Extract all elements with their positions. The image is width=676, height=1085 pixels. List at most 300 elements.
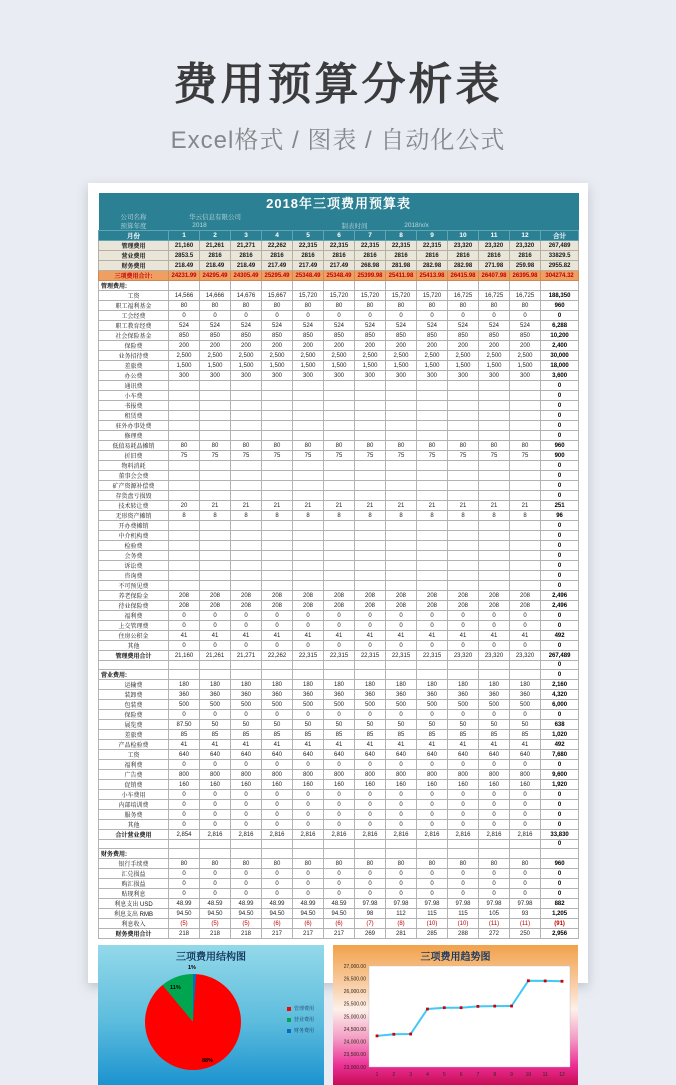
value-cell: 850 bbox=[200, 331, 231, 341]
value-cell: 75 bbox=[169, 451, 200, 461]
expense-row bbox=[99, 371, 579, 381]
value-cell bbox=[355, 421, 386, 431]
total-cell: 882 bbox=[541, 899, 579, 909]
value-cell bbox=[231, 531, 262, 541]
value-cell bbox=[169, 551, 200, 561]
value-cell: 0 bbox=[479, 889, 510, 899]
x-tick-label: 8 bbox=[493, 1072, 497, 1079]
value-cell: 75 bbox=[417, 451, 448, 461]
value-cell bbox=[293, 391, 324, 401]
value-cell bbox=[169, 381, 200, 391]
value-cell bbox=[293, 491, 324, 501]
value-cell bbox=[417, 561, 448, 571]
value-cell: 41 bbox=[386, 740, 417, 750]
value-cell: 50 bbox=[293, 720, 324, 730]
value-cell: 0 bbox=[262, 710, 293, 720]
value-cell: 41 bbox=[479, 631, 510, 641]
value-cell: 26415.98 bbox=[448, 271, 479, 281]
value-cell: 80 bbox=[510, 441, 541, 451]
value-cell: 8 bbox=[200, 511, 231, 521]
x-tick-label: 7 bbox=[476, 1072, 480, 1079]
value-cell: 25295.49 bbox=[262, 271, 293, 281]
expense-row bbox=[99, 441, 579, 451]
value-cell bbox=[510, 491, 541, 501]
row-label: 养老保险金 bbox=[99, 591, 169, 601]
value-cell: 80 bbox=[355, 441, 386, 451]
value-cell: 85 bbox=[169, 730, 200, 740]
value-cell: 94.50 bbox=[200, 909, 231, 919]
value-cell bbox=[262, 670, 293, 680]
row-label: 内部培训费 bbox=[99, 800, 169, 810]
value-cell bbox=[169, 521, 200, 531]
value-cell: 0 bbox=[510, 311, 541, 321]
value-cell: 640 bbox=[417, 750, 448, 760]
value-cell: 0 bbox=[324, 760, 355, 770]
value-cell: 1,500 bbox=[510, 361, 541, 371]
value-cell: 22,315 bbox=[355, 241, 386, 251]
value-cell bbox=[417, 670, 448, 680]
row-label: 驻外办事处费 bbox=[99, 421, 169, 431]
value-cell bbox=[262, 581, 293, 591]
value-cell bbox=[510, 381, 541, 391]
value-cell: 208 bbox=[324, 591, 355, 601]
line-chart-panel bbox=[333, 945, 578, 1085]
value-cell: 180 bbox=[262, 680, 293, 690]
value-cell: 94.50 bbox=[231, 909, 262, 919]
value-cell bbox=[293, 581, 324, 591]
value-cell: 0 bbox=[293, 869, 324, 879]
value-cell: 640 bbox=[200, 750, 231, 760]
value-cell bbox=[324, 849, 355, 859]
value-cell bbox=[169, 461, 200, 471]
value-cell bbox=[448, 411, 479, 421]
value-cell: 0 bbox=[510, 611, 541, 621]
value-cell bbox=[169, 481, 200, 491]
value-cell bbox=[324, 471, 355, 481]
x-tick-label: 5 bbox=[442, 1072, 446, 1079]
value-cell bbox=[479, 541, 510, 551]
value-cell: 2,500 bbox=[169, 351, 200, 361]
value-cell: (10) bbox=[448, 919, 479, 929]
value-cell: 160 bbox=[293, 780, 324, 790]
line-chart-title: 三项费用趋势图 bbox=[420, 952, 491, 964]
row-label: 保险费 bbox=[99, 341, 169, 351]
value-cell bbox=[448, 849, 479, 859]
section-header-row bbox=[99, 281, 579, 291]
value-cell: (5) bbox=[231, 919, 262, 929]
value-cell: 0 bbox=[355, 879, 386, 889]
value-cell: 97.98 bbox=[417, 899, 448, 909]
row-label: 不可预见费 bbox=[99, 581, 169, 591]
value-cell: 800 bbox=[324, 770, 355, 780]
value-cell bbox=[324, 461, 355, 471]
value-cell: 524 bbox=[169, 321, 200, 331]
value-cell bbox=[200, 840, 231, 849]
value-cell: 0 bbox=[262, 311, 293, 321]
value-cell bbox=[386, 421, 417, 431]
value-cell: 0 bbox=[293, 311, 324, 321]
value-cell: 2816 bbox=[479, 251, 510, 261]
value-cell: 0 bbox=[448, 641, 479, 651]
value-cell: 0 bbox=[448, 760, 479, 770]
value-cell: 0 bbox=[479, 621, 510, 631]
x-tick-label: 12 bbox=[559, 1072, 565, 1079]
total-cell: 0 bbox=[541, 760, 579, 770]
value-cell: 0 bbox=[448, 810, 479, 820]
value-cell: 75 bbox=[293, 451, 324, 461]
value-cell: 160 bbox=[417, 780, 448, 790]
value-cell: 0 bbox=[479, 879, 510, 889]
value-cell bbox=[355, 431, 386, 441]
value-cell: 85 bbox=[479, 730, 510, 740]
row-label: 检验费 bbox=[99, 541, 169, 551]
total-cell: 2,956 bbox=[541, 929, 579, 939]
value-cell: 0 bbox=[324, 621, 355, 631]
value-cell bbox=[417, 481, 448, 491]
value-cell bbox=[479, 561, 510, 571]
value-cell bbox=[293, 281, 324, 291]
value-cell bbox=[510, 849, 541, 859]
expense-row bbox=[99, 361, 579, 371]
total-cell: 33,830 bbox=[541, 830, 579, 840]
value-cell: 0 bbox=[355, 641, 386, 651]
value-cell: 48.59 bbox=[324, 899, 355, 909]
value-cell bbox=[200, 401, 231, 411]
column-header-cell: 11 bbox=[479, 231, 510, 241]
value-cell bbox=[448, 481, 479, 491]
expense-row bbox=[99, 581, 579, 591]
value-cell bbox=[169, 411, 200, 421]
total-cell: 0 bbox=[541, 790, 579, 800]
value-cell: 115 bbox=[417, 909, 448, 919]
value-cell: (8) bbox=[386, 919, 417, 929]
value-cell: 360 bbox=[355, 690, 386, 700]
value-cell: 360 bbox=[200, 690, 231, 700]
total-cell: 0 bbox=[541, 889, 579, 899]
value-cell: 22,315 bbox=[293, 241, 324, 251]
value-cell: 0 bbox=[262, 869, 293, 879]
value-cell bbox=[169, 581, 200, 591]
value-cell bbox=[386, 561, 417, 571]
value-cell: 0 bbox=[510, 810, 541, 820]
value-cell: 80 bbox=[169, 859, 200, 869]
value-cell: 800 bbox=[510, 770, 541, 780]
column-header-cell: 7 bbox=[355, 231, 386, 241]
value-cell bbox=[355, 521, 386, 531]
value-cell bbox=[448, 281, 479, 291]
value-cell bbox=[479, 461, 510, 471]
summary-row bbox=[99, 251, 579, 261]
value-cell bbox=[293, 531, 324, 541]
total-cell: 0 bbox=[541, 840, 579, 849]
row-label: 促销费 bbox=[99, 780, 169, 790]
value-cell: 15,720 bbox=[355, 291, 386, 301]
value-cell: 0 bbox=[262, 621, 293, 631]
template-preview-card bbox=[88, 183, 588, 1079]
value-cell: 0 bbox=[324, 710, 355, 720]
value-cell: (6) bbox=[262, 919, 293, 929]
value-cell: 80 bbox=[231, 441, 262, 451]
value-cell bbox=[479, 391, 510, 401]
value-cell: 0 bbox=[386, 810, 417, 820]
value-cell: 97.98 bbox=[355, 899, 386, 909]
value-cell bbox=[293, 571, 324, 581]
value-cell bbox=[262, 481, 293, 491]
expense-row bbox=[99, 321, 579, 331]
value-cell bbox=[448, 431, 479, 441]
value-cell bbox=[417, 461, 448, 471]
value-cell: 180 bbox=[169, 680, 200, 690]
row-label: 矿产资源补偿费 bbox=[99, 481, 169, 491]
value-cell bbox=[262, 561, 293, 571]
value-cell bbox=[231, 571, 262, 581]
pie-legend bbox=[287, 1005, 314, 1034]
total-cell: 2,160 bbox=[541, 680, 579, 690]
value-cell: 75 bbox=[355, 451, 386, 461]
value-cell: 50 bbox=[417, 720, 448, 730]
value-cell bbox=[510, 670, 541, 680]
row-label: 展览费 bbox=[99, 720, 169, 730]
value-cell: 200 bbox=[293, 341, 324, 351]
value-cell: 22,315 bbox=[386, 241, 417, 251]
value-cell: 208 bbox=[293, 591, 324, 601]
value-cell: 0 bbox=[293, 800, 324, 810]
value-cell: 0 bbox=[231, 710, 262, 720]
value-cell bbox=[479, 481, 510, 491]
value-cell bbox=[231, 491, 262, 501]
value-cell bbox=[386, 471, 417, 481]
value-cell: 500 bbox=[386, 700, 417, 710]
value-cell bbox=[510, 571, 541, 581]
value-cell: 50 bbox=[386, 720, 417, 730]
value-cell bbox=[448, 571, 479, 581]
value-cell: 0 bbox=[231, 810, 262, 820]
value-cell: 500 bbox=[293, 700, 324, 710]
value-cell: 200 bbox=[355, 341, 386, 351]
legend-swatch bbox=[287, 1018, 291, 1022]
expense-row bbox=[99, 491, 579, 501]
value-cell: 272 bbox=[479, 929, 510, 939]
value-cell bbox=[200, 421, 231, 431]
value-cell bbox=[417, 381, 448, 391]
x-tick-label: 1 bbox=[375, 1072, 379, 1079]
value-cell bbox=[293, 670, 324, 680]
value-cell: 2,816 bbox=[262, 830, 293, 840]
value-cell bbox=[417, 521, 448, 531]
expense-row bbox=[99, 889, 579, 899]
total-cell: 7,680 bbox=[541, 750, 579, 760]
value-cell: 285 bbox=[417, 929, 448, 939]
value-cell: 21,261 bbox=[200, 651, 231, 661]
value-cell: 208 bbox=[262, 601, 293, 611]
value-cell: 0 bbox=[355, 790, 386, 800]
value-cell bbox=[169, 541, 200, 551]
total-cell: 0 bbox=[541, 869, 579, 879]
value-cell: 2853.5 bbox=[169, 251, 200, 261]
expense-row bbox=[99, 301, 579, 311]
value-cell bbox=[448, 521, 479, 531]
value-cell bbox=[386, 551, 417, 561]
value-cell bbox=[200, 471, 231, 481]
value-cell bbox=[200, 281, 231, 291]
expense-row bbox=[99, 351, 579, 361]
value-cell: 2,500 bbox=[355, 351, 386, 361]
value-cell: 2,500 bbox=[479, 351, 510, 361]
value-cell: 160 bbox=[324, 780, 355, 790]
value-cell: 1,500 bbox=[231, 361, 262, 371]
value-cell: 524 bbox=[479, 321, 510, 331]
legend-item bbox=[287, 1005, 314, 1012]
value-cell: 0 bbox=[417, 641, 448, 651]
value-cell bbox=[448, 840, 479, 849]
value-cell: 1,500 bbox=[386, 361, 417, 371]
value-cell: 208 bbox=[231, 591, 262, 601]
total-cell: 18,000 bbox=[541, 361, 579, 371]
value-cell: 0 bbox=[417, 810, 448, 820]
value-cell: 41 bbox=[324, 740, 355, 750]
value-cell: 2816 bbox=[448, 251, 479, 261]
pie-slice-label: 11% bbox=[170, 985, 181, 992]
value-cell: 160 bbox=[169, 780, 200, 790]
value-cell: 0 bbox=[169, 710, 200, 720]
value-cell bbox=[386, 381, 417, 391]
value-cell bbox=[479, 401, 510, 411]
spacer-row bbox=[99, 661, 579, 670]
value-cell bbox=[169, 661, 200, 670]
expense-row bbox=[99, 909, 579, 919]
total-cell: 0 bbox=[541, 411, 579, 421]
expense-row bbox=[99, 770, 579, 780]
value-cell: 0 bbox=[169, 820, 200, 830]
value-cell: 360 bbox=[510, 690, 541, 700]
value-cell: 41 bbox=[448, 631, 479, 641]
value-cell: 48.99 bbox=[169, 899, 200, 909]
total-cell: 0 bbox=[541, 541, 579, 551]
value-cell: 25348.49 bbox=[293, 271, 324, 281]
value-cell bbox=[417, 421, 448, 431]
total-cell: 0 bbox=[541, 431, 579, 441]
value-cell: 1,500 bbox=[324, 361, 355, 371]
total-cell: 0 bbox=[541, 670, 579, 680]
expense-row bbox=[99, 601, 579, 611]
value-cell: 94.50 bbox=[324, 909, 355, 919]
value-cell: 524 bbox=[448, 321, 479, 331]
value-cell: (11) bbox=[510, 919, 541, 929]
value-cell: 0 bbox=[231, 800, 262, 810]
value-cell: 25413.98 bbox=[417, 271, 448, 281]
value-cell: 300 bbox=[169, 371, 200, 381]
total-cell: 0 bbox=[541, 491, 579, 501]
value-cell: 300 bbox=[355, 371, 386, 381]
value-cell: 640 bbox=[324, 750, 355, 760]
value-cell: 85 bbox=[262, 730, 293, 740]
total-cell: 0 bbox=[541, 461, 579, 471]
value-cell: 0 bbox=[479, 760, 510, 770]
value-cell: 524 bbox=[355, 321, 386, 331]
value-cell bbox=[417, 551, 448, 561]
expense-row bbox=[99, 531, 579, 541]
value-cell: 300 bbox=[417, 371, 448, 381]
value-cell: 80 bbox=[479, 859, 510, 869]
value-cell: 1,500 bbox=[293, 361, 324, 371]
value-cell: 25348.49 bbox=[324, 271, 355, 281]
value-cell: 360 bbox=[169, 690, 200, 700]
value-cell: 200 bbox=[510, 341, 541, 351]
column-header-cell: 12 bbox=[510, 231, 541, 241]
expense-row bbox=[99, 859, 579, 869]
value-cell: 180 bbox=[293, 680, 324, 690]
value-cell bbox=[510, 661, 541, 670]
value-cell: 850 bbox=[293, 331, 324, 341]
value-cell: 800 bbox=[448, 770, 479, 780]
value-cell: 75 bbox=[510, 451, 541, 461]
value-cell: 1,500 bbox=[448, 361, 479, 371]
value-cell bbox=[510, 581, 541, 591]
pie-chart-title: 三项费用结构图 bbox=[176, 952, 246, 964]
value-cell: 360 bbox=[324, 690, 355, 700]
value-cell: 41 bbox=[417, 740, 448, 750]
value-cell: 80 bbox=[479, 441, 510, 451]
value-cell: 268.98 bbox=[355, 261, 386, 271]
value-cell bbox=[355, 581, 386, 591]
value-cell bbox=[231, 551, 262, 561]
value-cell bbox=[262, 471, 293, 481]
row-label: 工资 bbox=[99, 750, 169, 760]
value-cell: 160 bbox=[479, 780, 510, 790]
value-cell: 0 bbox=[386, 311, 417, 321]
value-cell: 360 bbox=[293, 690, 324, 700]
value-cell bbox=[200, 561, 231, 571]
value-cell: 524 bbox=[293, 321, 324, 331]
value-cell: 41 bbox=[200, 631, 231, 641]
value-cell: 259.98 bbox=[510, 261, 541, 271]
value-cell: 48.99 bbox=[293, 899, 324, 909]
value-cell: 16,725 bbox=[510, 291, 541, 301]
value-cell: 41 bbox=[355, 631, 386, 641]
column-header-cell: 1 bbox=[169, 231, 200, 241]
value-cell: 0 bbox=[510, 760, 541, 770]
value-cell bbox=[479, 471, 510, 481]
value-cell: 0 bbox=[169, 311, 200, 321]
value-cell: 180 bbox=[231, 680, 262, 690]
value-cell: 41 bbox=[448, 740, 479, 750]
total-cell: 960 bbox=[541, 301, 579, 311]
value-cell: 0 bbox=[169, 869, 200, 879]
value-cell: 0 bbox=[200, 311, 231, 321]
value-cell: 180 bbox=[324, 680, 355, 690]
value-cell bbox=[293, 661, 324, 670]
expense-row bbox=[99, 820, 579, 830]
value-cell: 24295.49 bbox=[200, 271, 231, 281]
row-label: 住房公积金 bbox=[99, 631, 169, 641]
value-cell: 2816 bbox=[200, 251, 231, 261]
value-cell: 850 bbox=[231, 331, 262, 341]
value-cell: 218 bbox=[200, 929, 231, 939]
value-cell: 0 bbox=[479, 641, 510, 651]
value-cell bbox=[262, 541, 293, 551]
value-cell: 160 bbox=[386, 780, 417, 790]
row-label: 合计营业费用 bbox=[99, 830, 169, 840]
value-cell: 0 bbox=[200, 790, 231, 800]
value-cell: 640 bbox=[231, 750, 262, 760]
value-cell: 0 bbox=[169, 800, 200, 810]
value-cell bbox=[510, 531, 541, 541]
row-label: 差旅费 bbox=[99, 730, 169, 740]
column-header-cell: 4 bbox=[262, 231, 293, 241]
value-cell: 0 bbox=[231, 760, 262, 770]
value-cell: 22,262 bbox=[262, 651, 293, 661]
value-cell bbox=[324, 431, 355, 441]
